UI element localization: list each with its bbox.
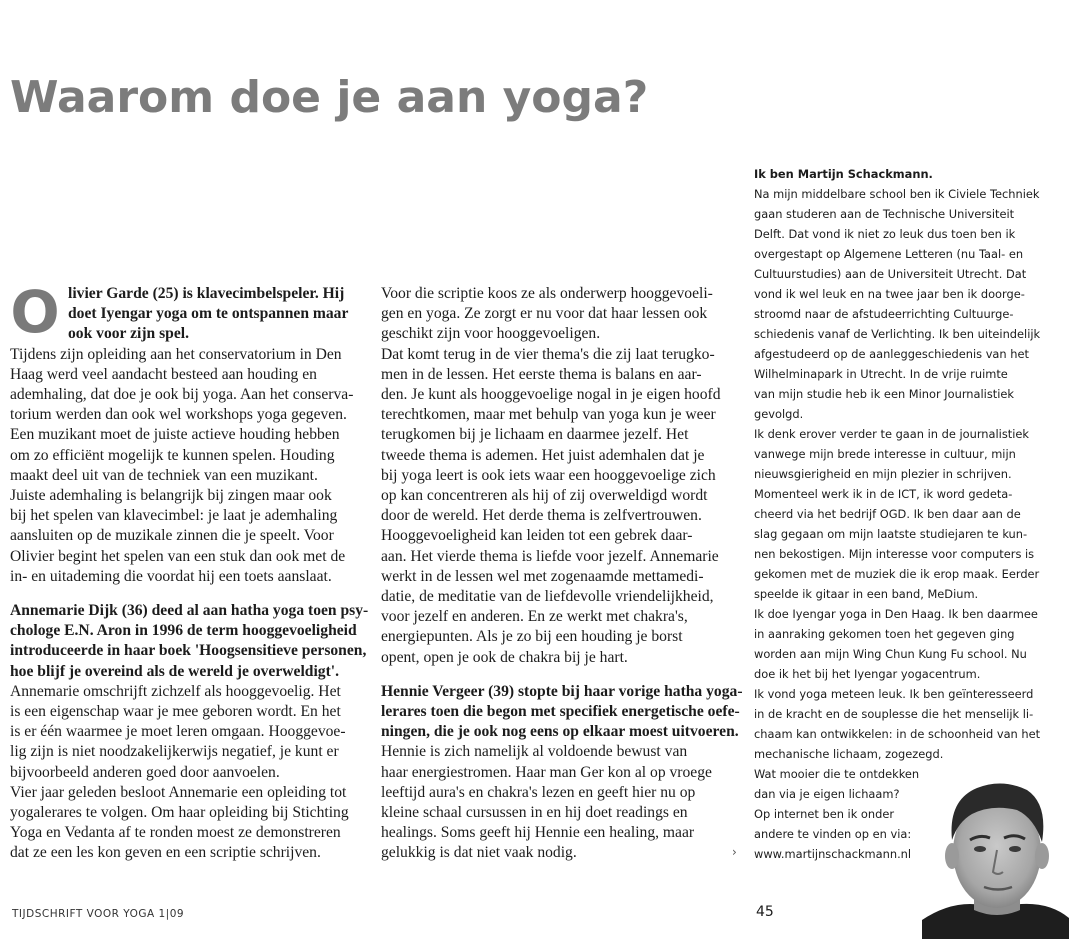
bio-line: afgestudeerd op de aanleggeschiedenis van het <box>754 347 1029 361</box>
bio-line: dan via je eigen lichaam? <box>754 787 900 801</box>
intro-hennie <box>381 682 743 743</box>
bio-line: gekomen met de muziek die ik erop maak. Eerder <box>754 567 1040 581</box>
text-line: yogalerares te volgen. Om haar opleiding bij Stichting <box>10 804 349 822</box>
text-line: Juiste ademhaling is belangrijk bij zingen maar ook <box>10 487 332 505</box>
text-line: dat ze een les kon geven en een scriptie schrijven. <box>10 844 321 862</box>
text-line: Tijdens zijn opleiding aan het conservatorium in Den <box>10 345 342 363</box>
text-line: terechtkomen, maar met behulp van yoga kun je weer <box>381 406 716 424</box>
text-line: Hennie Vergeer (39) stopte bij haar vorige hatha yoga- <box>381 682 743 700</box>
bio-line: schiedenis vanaf de Verlichting. Ik ben uiteindelijk <box>754 327 1041 341</box>
text-line: Hennie is zich namelijk al voldoende bewust van <box>381 743 688 761</box>
text-line: doet Iyengar yoga om te ontspannen maar <box>68 305 349 323</box>
text-line: ook voor zijn spel. <box>68 325 190 343</box>
text-line: bij yoga leert is ook iets waar een hooggevoelige zich <box>381 466 716 484</box>
paragraph-annemarie <box>10 682 360 864</box>
text-line: livier Garde (25) is klavecimbelspeler. Hij <box>68 285 345 302</box>
article-title: Waarom doe je aan yoga? <box>10 72 649 123</box>
text-line: chologe E.N. Aron in 1996 de term hooggevoeligheid <box>10 622 357 640</box>
text-line: bij het spelen van klavecimbel: je laat je ademhaling <box>10 507 338 525</box>
paragraph-hennie <box>381 742 729 863</box>
bio-line: gevolgd. <box>754 407 804 421</box>
bio-line: Ik doe Iyengar yoga in Den Haag. Ik ben daarmee <box>754 607 1038 621</box>
bio-line: www.martijnschackmann.nl <box>754 847 912 861</box>
text-line: maakt deel uit van de techniek van een muzikant. <box>10 466 318 484</box>
text-line: den. Je kunt als hooggevoelige nogal in je eigen hoofd <box>381 386 721 404</box>
text-line: voor jezelf en anderen. En ze werkt met chakra's, <box>381 608 688 626</box>
intro-annemarie <box>10 601 369 682</box>
author-portrait-photo <box>922 770 1069 939</box>
bio-line: van mijn studie heb ik een Minor Journalistiek <box>754 387 1014 401</box>
bio-line: in de kracht en de souplesse die het menselijk li- <box>754 707 1034 721</box>
bio-line: cheerd via het bedrijf OGD. Ik ben daar aan de <box>754 507 1021 521</box>
bio-line: slag gegaan om mijn laatste studiejaren te kun- <box>754 527 1028 541</box>
column-middle <box>381 284 743 864</box>
text-line: leeftijd aura's en chakra's lezen en geeft hier nu op <box>381 783 696 801</box>
bio-line: speelde ik gitaar in een band, MeDium. <box>754 587 979 601</box>
text-line: introduceerde in haar boek 'Hoogsensitieve personen, <box>10 642 367 660</box>
page-number: 45 <box>756 904 774 920</box>
bio-line: overgestapt op Algemene Letteren (nu Taal- en <box>754 247 1024 261</box>
text-line: torium werden dan ook wel workshops yoga gegeven. <box>10 406 347 424</box>
text-line: is er één waarmee je moet leren omgaan. Hooggevoe- <box>10 723 346 741</box>
text-line: ningen, die je ook nog eens op elkaar moest uitvoeren. <box>381 723 739 741</box>
text-line: tweede thema is ademen. Het juist ademhalen dat je <box>381 446 705 464</box>
text-line: aansluiten op de muzikale zinnen die je speelt. Voor <box>10 527 334 545</box>
text-line: werkt in de lessen wel met zogenaamde mettamedi- <box>381 567 704 585</box>
text-line: Yoga en Vedanta af te ronden moest ze demonstreren <box>10 824 341 842</box>
bio-line: Op internet ben ik onder <box>754 807 895 821</box>
text-line: kleine schaal cursussen in en hij doet readings en <box>381 804 688 822</box>
bio-line: Wat mooier die te ontdekken <box>754 767 920 781</box>
text-line: hoe blijf je overeind als de wereld je overweldigt'. <box>10 662 339 680</box>
text-line: Dat komt terug in de vier thema's die zij laat terugko- <box>381 345 715 363</box>
arrow-marker: › <box>732 845 737 859</box>
text-line: gen en yoga. Ze zorgt er nu voor dat haar lessen ook <box>381 305 708 323</box>
text-line: Vier jaar geleden besloot Annemarie een opleiding tot <box>10 783 347 801</box>
text-line: om zo efficiënt mogelijk te kunnen spelen. Houding <box>10 446 335 464</box>
bio-line: in aanraking gekomen toen het gegeven ging <box>754 627 1015 641</box>
text-line: energiepunten. Als je zo bij een houding je borst <box>381 628 683 646</box>
bio-line: nieuwsgierigheid en mijn plezier in schrijven. <box>754 467 1012 481</box>
bio-text <box>754 184 1054 864</box>
text-line: men in de lessen. Het eerste thema is balans en aar- <box>381 365 702 383</box>
text-line: Olivier begint het spelen van een stuk dan ook met de <box>10 547 346 565</box>
bio-line: doe ik het bij het Iyengar yogacentrum. <box>754 667 981 681</box>
text-line: in- en uitademing die voordat hij een toets aanslaat. <box>10 567 332 585</box>
column-left <box>10 278 369 864</box>
text-line: Hooggevoeligheid kan leiden tot een gebrek daar- <box>381 527 693 545</box>
text-line: Annemarie omschrijft zichzelf als hooggevoelig. Het <box>10 682 341 700</box>
text-line: lig zijn is niet noodzakelijkerwijs negatief, je kunt er <box>10 743 339 761</box>
text-line: Haag werd veel aandacht besteed aan houding en <box>10 365 317 383</box>
text-line: Een muzikant moet de juiste actieve houding hebben <box>10 426 340 444</box>
text-line: healings. Soms geeft hij Hennie een healing, maar <box>381 824 695 842</box>
paragraph-olivier <box>10 345 360 587</box>
bio-line: vond ik wel leuk en na twee jaar ben ik doorge- <box>754 287 1025 301</box>
bio-line: Delft. Dat vond ik niet zo leuk dus toen ben ik <box>754 227 1016 241</box>
bio-line: stroomd naar de afstudeerrichting Cultuurge- <box>754 307 1014 321</box>
text-line: terugkomen bij je lichaam en daarmee jezelf. Het <box>381 426 689 444</box>
bio-line: vanwege mijn brede interesse in cultuur, mijn <box>754 447 1016 461</box>
text-line: gelukkig is dat niet vaak nodig. <box>381 844 577 862</box>
text-line: haar energiestromen. Haar man Ger kon al op vroege <box>381 763 712 781</box>
text-line: ademhaling, dat doe je ook bij yoga. Aan het conserva- <box>10 386 354 404</box>
text-line: opent, open je ook de chakra bij je hart. <box>381 648 628 666</box>
dropcap-letter: O <box>10 278 60 346</box>
bio-line: Na mijn middelbare school ben ik Civiele Techniek <box>754 187 1040 201</box>
text-line: datie, de meditatie van de liefdevolle vriendelijkheid, <box>381 588 714 606</box>
bio-line: andere te vinden op en via: <box>754 827 912 841</box>
text-line: geschikt zijn voor hooggevoeligen. <box>381 325 601 343</box>
bio-line: Wilhelminapark in Utrecht. In de vrije ruimte <box>754 367 1008 381</box>
bio-line: chaam kan ontwikkelen: in de schoonheid van het <box>754 727 1041 741</box>
text-line: is een eigenschap waar je mee geboren wordt. En het <box>10 703 341 721</box>
bio-line: Ik denk erover verder te gaan in de journalistiek <box>754 427 1030 441</box>
text-line: lerares toen die begon met specifiek energetische oefe- <box>381 703 740 721</box>
bio-line: Momenteel werk ik in de ICT, ik word gedeta- <box>754 487 1013 501</box>
text-line: aan. Het vierde thema is liefde voor jezelf. Annemarie <box>381 547 719 565</box>
text-line: Annemarie Dijk (36) deed al aan hatha yoga toen psy- <box>10 602 369 620</box>
text-line: Voor die scriptie koos ze als onderwerp hooggevoeli- <box>381 285 713 302</box>
bio-heading: Ik ben Martijn Schackmann. <box>754 167 933 181</box>
column-right-bio <box>754 164 1054 864</box>
paragraph-themes <box>381 284 729 668</box>
bio-line: nen bekostigen. Mijn interesse voor computers is <box>754 547 1035 561</box>
text-line: bijvoorbeeld anderen goed door aanvoelen. <box>10 763 280 781</box>
text-line: op kan concentreren als hij of zij overweldigd wordt <box>381 487 708 505</box>
footer-magazine-name: TIJDSCHRIFT VOOR YOGA 1|09 <box>12 908 185 920</box>
bio-line: mechanische lichaam, zogezegd. <box>754 747 944 761</box>
bio-line: Cultuurstudies) aan de Universiteit Utrecht. Dat <box>754 267 1027 281</box>
bio-line: worden aan mijn Wing Chun Kung Fu school. Nu <box>754 647 1027 661</box>
intro-olivier <box>10 278 360 346</box>
bio-line: gaan studeren aan de Technische Universiteit <box>754 207 1015 221</box>
text-line: door de wereld. Het derde thema is zelfvertrouwen. <box>381 507 702 525</box>
portrait-illustration <box>922 770 1069 939</box>
bio-line: Ik vond yoga meteen leuk. Ik ben geïnteresseerd <box>754 687 1034 701</box>
